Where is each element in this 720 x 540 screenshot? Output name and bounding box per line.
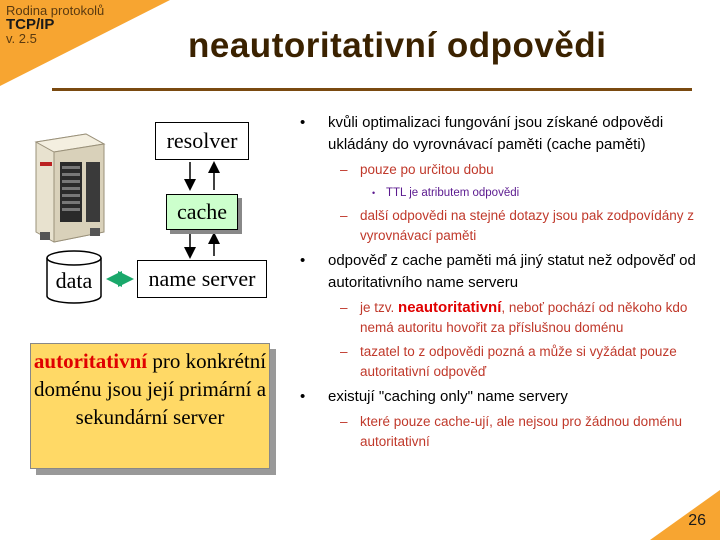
name-server-box: name server	[137, 260, 267, 298]
cache-box: cache	[166, 194, 238, 230]
corner-decoration-bottom-right	[650, 490, 720, 540]
slide-title: neautoritativní odpovědi	[188, 26, 607, 65]
data-label: data	[55, 268, 93, 293]
note-highlight: autoritativní	[33, 349, 148, 373]
bullet-caching: • kvůli optimalizaci fungování jsou získané odpovědi ukládány do vyrovnávací paměti (cache paměti)	[300, 112, 710, 156]
brand-version: v. 2.5	[6, 31, 37, 46]
brand-line-1: Rodina protokolů	[6, 3, 105, 18]
subbullet-non-authoritative	[300, 298, 710, 338]
bullet-cache-status: • odpověď z cache paměti má jiný statut než odpověď od autoritativního name serveru	[300, 250, 710, 294]
subsubbullet-ttl: • TTL je atributem odpovědi	[300, 184, 710, 202]
subbullet-limited-time: – pouze po určitou dobu	[300, 160, 710, 180]
non-auth-post: , neboť pochází od někoho kdo nemá autoritu hovořit za příslušnou doménu	[360, 300, 688, 335]
brand-line-2: TCP/IP	[6, 16, 55, 33]
resolver-box: resolver	[155, 122, 249, 160]
non-auth-pre: je tzv.	[360, 300, 395, 315]
authoritative-note	[30, 343, 270, 469]
non-auth-term: neautoritativní	[398, 299, 502, 316]
bullet-caching-only: • existují "caching only" name servery	[300, 386, 710, 408]
subbullet-answered-from-cache: – další odpovědi na stejné dotazy jsou pak zodpovídány z vyrovnávací paměti	[300, 206, 710, 246]
note-text: pro konkrétní doménu jsou její primární a sekundární server	[33, 349, 267, 429]
subbullet-cache-only-servers: – které pouze cache-ují, ale nejsou pro žádnou doménu autoritativní	[300, 412, 710, 452]
page-number: 26	[688, 512, 706, 529]
subbullet-request-authoritative: – tazatel to z odpovědi pozná a může si vyžádat pouze autoritativní odpověď	[300, 342, 710, 382]
bullet-list	[300, 112, 710, 456]
